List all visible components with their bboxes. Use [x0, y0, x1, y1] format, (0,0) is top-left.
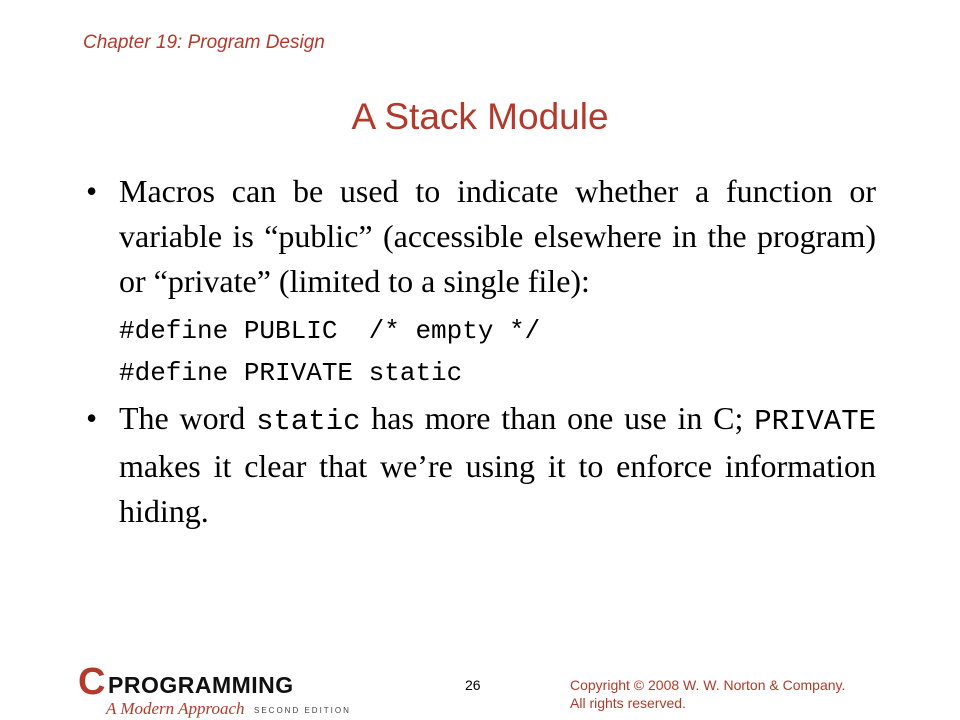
bullet-2-text — [119, 396, 876, 534]
logo-edition: SECOND EDITION — [254, 706, 351, 715]
bullet-2-part-2: has more than one use in C; — [360, 400, 755, 436]
bullet-item-2 — [86, 396, 876, 534]
page-number: 26 — [465, 677, 481, 693]
code-block — [119, 310, 540, 394]
bullet-2-part-3: makes it clear that we’re using it to enforce information hiding. — [119, 448, 876, 529]
bullet-1-text: Macros can be used to indicate whether a function or variable is “public” (accessible elsewhere in the program) or “private” (limited to a single file): — [119, 173, 876, 299]
logo-subtitle: A Modern Approach — [106, 699, 245, 718]
code-line-2: #define PRIVATE static — [119, 358, 463, 388]
chapter-header: Chapter 19: Program Design — [83, 32, 325, 53]
bullet-2-code-static: static — [256, 405, 361, 438]
copyright-notice — [570, 676, 845, 712]
logo-c-letter: C — [78, 661, 106, 703]
slide-title: A Stack Module — [351, 96, 609, 137]
copyright-line-2: All rights reserved. — [570, 695, 686, 711]
bullet-dot-icon: • — [86, 173, 98, 209]
code-line-1: #define PUBLIC /* empty */ — [119, 316, 541, 346]
copyright-line-1: Copyright © 2008 W. W. Norton & Company. — [570, 677, 846, 693]
bullet-item-1 — [86, 169, 876, 304]
logo-programming-word: PROGRAMMING — [108, 672, 294, 698]
bullet-2-code-private: PRIVATE — [754, 405, 877, 438]
bullet-dot-icon: • — [86, 400, 98, 436]
bullet-2-part-1: The word — [119, 400, 257, 436]
